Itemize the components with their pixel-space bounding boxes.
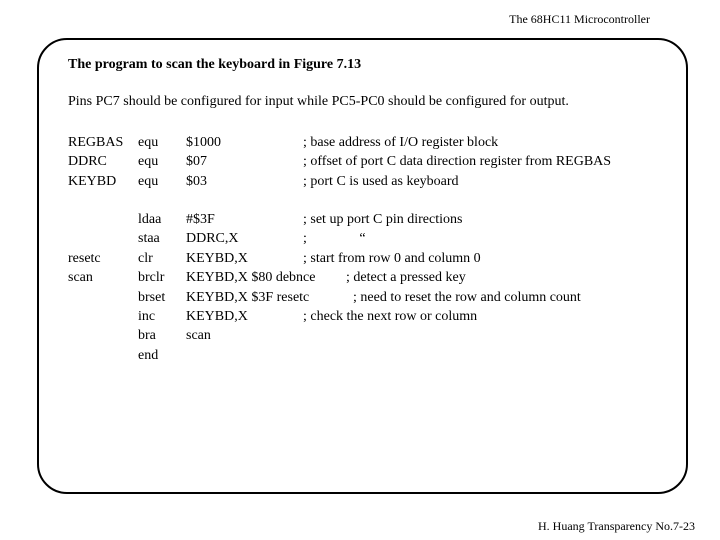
code-opcode: equ	[138, 173, 159, 189]
code-opcode: staa	[138, 231, 160, 247]
code-opcode: ldaa	[138, 212, 162, 227]
code-opcode: equ	[138, 135, 159, 150]
code-opcode: brclr	[138, 270, 165, 286]
code-label: scan	[68, 270, 93, 286]
code-comment: ; “	[303, 231, 366, 247]
code-comment: ; port C is used as keyboard	[303, 173, 459, 189]
slide-title: The program to scan the keyboard in Figure 7.13	[68, 57, 362, 72]
code-comment: ; base address of I/O register block	[303, 135, 499, 150]
code-comment: ; set up port C pin directions	[303, 212, 463, 227]
code-comment: ; need to reset the row and column count	[353, 289, 581, 305]
code-operand: KEYBD,X	[186, 250, 248, 266]
code-operand: #$3F	[186, 212, 215, 227]
code-comment: ; offset of port C data direction register from REGBAS	[303, 154, 612, 170]
code-label: DDRC	[68, 154, 107, 170]
code-operand: $03	[186, 173, 207, 189]
code-operand: DDRC,X	[186, 231, 239, 247]
header-title: The 68HC11 Microcontroller	[509, 12, 650, 26]
code-opcode: clr	[138, 250, 153, 266]
code-opcode: bra	[138, 328, 156, 344]
code-opcode: inc	[138, 308, 156, 324]
code-comment: ; detect a pressed key	[346, 270, 466, 286]
code-operand: KEYBD,X	[186, 308, 248, 324]
code-label: KEYBD	[68, 173, 117, 189]
footer-text: H. Huang Transparency No.7-23	[538, 519, 695, 533]
code-opcode: brset	[138, 289, 166, 305]
code-comment: ; start from row 0 and column 0	[303, 250, 481, 266]
code-opcode: end	[138, 347, 159, 363]
code-operand: scan	[186, 328, 211, 344]
code-operand: KEYBD,X $80 debnce	[186, 270, 316, 286]
code-comment: ; check the next row or column	[303, 308, 478, 324]
code-opcode: equ	[138, 154, 159, 170]
code-operand: $1000	[186, 135, 221, 150]
code-operand: $07	[186, 154, 207, 170]
slide-intro: Pins PC7 should be configured for input while PC5-PC0 should be configured for output.	[68, 94, 569, 109]
code-operand: KEYBD,X $3F resetc	[186, 289, 310, 305]
code-label: REGBAS	[68, 135, 124, 150]
code-label: resetc	[68, 250, 101, 266]
